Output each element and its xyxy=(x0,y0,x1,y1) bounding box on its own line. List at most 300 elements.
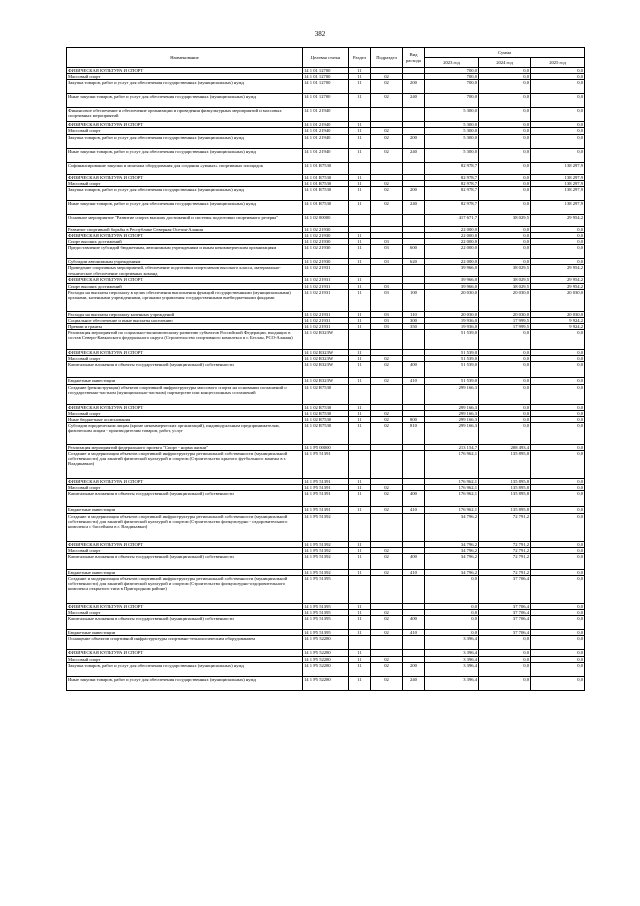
row-sum-2025: 0,0 xyxy=(531,485,585,491)
row-name: Массовый спорт xyxy=(67,547,303,553)
row-target-article: 14 1 01 21940 xyxy=(303,128,349,134)
row-sum-2025: 29 954,2 xyxy=(531,265,585,277)
row-sum-2024: 0,0 xyxy=(479,174,531,180)
header-year-2024: 2024 год xyxy=(479,58,531,68)
row-name: ФИЗИЧЕСКАЯ КУЛЬТУРА И СПОРТ xyxy=(67,232,303,238)
row-target-article: 14 1 01 12700 xyxy=(303,68,349,74)
row-target-article: 14 1 P5 51391 xyxy=(303,507,349,513)
row-sum-2024: 0,0 xyxy=(479,68,531,74)
table-row xyxy=(67,80,585,94)
row-subsection: 03 xyxy=(371,259,403,265)
row-sum-2025: 0,0 xyxy=(531,553,585,569)
row-expense-type xyxy=(403,575,425,603)
row-sum-2024: 0,0 xyxy=(479,662,531,676)
row-subsection xyxy=(371,265,403,277)
row-sum-2023: 176 962,1 xyxy=(425,479,479,485)
row-sum-2023: 3 396,4 xyxy=(425,676,479,690)
row-target-article: 14 1 02 21930 xyxy=(303,245,349,259)
row-section: 11 xyxy=(349,547,371,553)
row-target-article: 14 1 P5 51391 xyxy=(303,479,349,485)
row-sum-2025: 0,0 xyxy=(531,362,585,378)
row-section: 11 xyxy=(349,259,371,265)
row-target-article: 14 1 P5 51392 xyxy=(303,553,349,569)
row-name: Оснащение объектов спортивной инфраструктуры спортивно-технологическим оборудованием xyxy=(67,636,303,650)
row-sum-2025: 20 030,0 xyxy=(531,289,585,311)
row-sum-2023: 22 000,0 xyxy=(425,226,479,232)
row-sum-2023: 39 966,0 xyxy=(425,277,479,283)
row-sum-2023: 0,0 xyxy=(425,575,479,603)
row-target-article: 14 1 02 21931 xyxy=(303,323,349,329)
row-section: 11 xyxy=(349,662,371,676)
row-sum-2024: 0,0 xyxy=(479,134,531,148)
row-target-article: 14 1 P5 51391 xyxy=(303,491,349,507)
row-target-article: 14 1 02 21931 xyxy=(303,289,349,311)
row-sum-2023: 700,0 xyxy=(425,94,479,108)
row-target-article: 14 1 01 R7530 xyxy=(303,200,349,214)
row-sum-2023: 19 936,0 xyxy=(425,323,479,329)
row-expense-type: 200 xyxy=(403,80,425,94)
row-sum-2023: 34 796,2 xyxy=(425,547,479,553)
row-target-article: 14 1 P5 52280 xyxy=(303,676,349,690)
row-subsection: 02 xyxy=(371,378,403,384)
row-subsection xyxy=(371,636,403,650)
table-row xyxy=(67,108,585,122)
row-sum-2025: 0,0 xyxy=(531,513,585,541)
row-section: 11 xyxy=(349,122,371,128)
row-name: Бюджетные инвестиции xyxy=(67,378,303,384)
row-expense-type: 240 xyxy=(403,148,425,162)
row-target-article: 14 1 01 R7530 xyxy=(303,174,349,180)
row-target-article: 14 1 P5 52280 xyxy=(303,650,349,656)
row-section: 11 xyxy=(349,569,371,575)
row-sum-2023: 299 166,3 xyxy=(425,404,479,410)
row-subsection: 02 xyxy=(371,676,403,690)
row-section: 11 xyxy=(349,356,371,362)
row-section: 11 xyxy=(349,630,371,636)
row-target-article: 14 1 P5 51392 xyxy=(303,541,349,547)
row-section: 11 xyxy=(349,656,371,662)
table-row xyxy=(67,662,585,676)
row-sum-2025: 0,0 xyxy=(531,451,585,479)
row-sum-2025: 0,0 xyxy=(531,148,585,162)
row-name: Массовый спорт xyxy=(67,180,303,186)
row-subsection: 02 xyxy=(371,491,403,507)
row-target-article: 14 1 P5 51395 xyxy=(303,575,349,603)
row-sum-2024: 38 029,5 xyxy=(479,214,531,226)
row-sum-2025: 138 297,9 xyxy=(531,162,585,174)
row-sum-2023: 34 796,2 xyxy=(425,541,479,547)
table-row xyxy=(67,575,585,603)
row-section: 11 xyxy=(349,186,371,200)
row-sum-2023: 82 978,7 xyxy=(425,186,479,200)
row-subsection: 03 xyxy=(371,311,403,317)
row-target-article: 14 1 01 R7530 xyxy=(303,180,349,186)
row-name: Закупка товаров, работ и услуг для обеспечения государственных (муниципальных) нужд xyxy=(67,80,303,94)
row-sum-2023: 417 671,7 xyxy=(425,214,479,226)
row-target-article: 14 1 02 21931 xyxy=(303,311,349,317)
row-target-article: 14 1 01 21940 xyxy=(303,122,349,128)
row-expense-type: 200 xyxy=(403,662,425,676)
row-section xyxy=(349,330,371,350)
row-expense-type: 240 xyxy=(403,200,425,214)
row-expense-type xyxy=(403,513,425,541)
table-row xyxy=(67,200,585,214)
row-sum-2025: 0,0 xyxy=(531,94,585,108)
row-sum-2025: 0,0 xyxy=(531,479,585,485)
row-sum-2023: 3 396,4 xyxy=(425,636,479,650)
row-target-article: 14 1 02 21930 xyxy=(303,226,349,232)
row-sum-2025: 0,0 xyxy=(531,378,585,384)
row-sum-2024: 0,0 xyxy=(479,356,531,362)
row-sum-2025: 0,0 xyxy=(531,245,585,259)
row-subsection: 02 xyxy=(371,656,403,662)
row-section: 11 xyxy=(349,507,371,513)
row-target-article: 14 1 02 R7530 xyxy=(303,384,349,404)
row-sum-2024: 0,0 xyxy=(479,122,531,128)
row-section: 11 xyxy=(349,174,371,180)
row-sum-2025: 29 954,2 xyxy=(531,214,585,226)
row-sum-2024: 135 895,8 xyxy=(479,485,531,491)
row-sum-2025: 29 954,2 xyxy=(531,277,585,283)
row-sum-2023: 5 300,0 xyxy=(425,122,479,128)
row-sum-2023: 39 966,0 xyxy=(425,283,479,289)
row-subsection: 03 xyxy=(371,323,403,329)
row-expense-type: 410 xyxy=(403,507,425,513)
row-subsection: 02 xyxy=(371,547,403,553)
row-sum-2024: 0,0 xyxy=(479,245,531,259)
row-name: Предоставление субсидий бюджетным, автономным учреждениям и иным некоммерческим организациям xyxy=(67,245,303,259)
row-expense-type: 600 xyxy=(403,245,425,259)
row-sum-2024: 0,0 xyxy=(479,180,531,186)
table-header xyxy=(67,48,585,68)
row-name: Капитальные вложения в объекты государственной (муниципальной) собственности xyxy=(67,491,303,507)
row-name: ФИЗИЧЕСКАЯ КУЛЬТУРА И СПОРТ xyxy=(67,479,303,485)
row-expense-type: 410 xyxy=(403,630,425,636)
table-row xyxy=(67,362,585,378)
row-expense-type: 300 xyxy=(403,317,425,323)
row-sum-2023: 39 966,0 xyxy=(425,265,479,277)
table-row xyxy=(67,676,585,690)
row-subsection: 02 xyxy=(371,356,403,362)
row-expense-type xyxy=(403,108,425,122)
row-subsection: 02 xyxy=(371,128,403,134)
row-name: Создание и модернизация объектов спортивной инфраструктуры региональной собственности (муниципальной собственности) для занятий физической культурой и спортом (Строительство крытого футбольного манежа в г. Владикавказ) xyxy=(67,451,303,479)
row-sum-2023: 51 539,0 xyxy=(425,378,479,384)
row-sum-2023: 0,0 xyxy=(425,616,479,630)
row-target-article: 14 1 02 R323W xyxy=(303,350,349,356)
header-subsection: Подраздел xyxy=(371,48,403,68)
row-sum-2025: 0,0 xyxy=(531,108,585,122)
row-name: Массовый спорт xyxy=(67,656,303,662)
row-expense-type: 400 xyxy=(403,491,425,507)
row-sum-2023: 22 000,0 xyxy=(425,245,479,259)
row-target-article: 14 1 02 21931 xyxy=(303,317,349,323)
row-section: 11 xyxy=(349,80,371,94)
row-name: Проведение спортивных мероприятий, обеспечение подготовки спортсменов высокого класса, материально-техническое обеспечение спортивных команд xyxy=(67,265,303,277)
row-name: Спорт высших достижений xyxy=(67,239,303,245)
row-sum-2023: 176 962,1 xyxy=(425,485,479,491)
row-sum-2023: 82 978,7 xyxy=(425,162,479,174)
row-sum-2025: 0,0 xyxy=(531,569,585,575)
row-name: Финансовое обеспечение и обеспечение организации и проведения физкультурных мероприятий и массовых спортивных мероприятий xyxy=(67,108,303,122)
row-sum-2023: 700,0 xyxy=(425,74,479,80)
row-sum-2025: 9 924,2 xyxy=(531,317,585,323)
row-target-article: 14 1 02 21931 xyxy=(303,283,349,289)
row-subsection xyxy=(371,384,403,404)
row-subsection: 02 xyxy=(371,485,403,491)
table-row xyxy=(67,214,585,226)
row-section xyxy=(349,162,371,174)
row-section: 11 xyxy=(349,289,371,311)
row-target-article: 14 1 P5 00000 xyxy=(303,444,349,450)
row-sum-2023: 0,0 xyxy=(425,603,479,609)
header-name: Наименование xyxy=(67,48,303,68)
row-expense-type: 110 xyxy=(403,311,425,317)
row-sum-2025: 0,0 xyxy=(531,636,585,650)
row-sum-2025: 0,0 xyxy=(531,422,585,444)
row-sum-2023: 0,0 xyxy=(425,630,479,636)
row-sum-2024: 0,0 xyxy=(479,74,531,80)
row-section xyxy=(349,636,371,650)
row-subsection: 02 xyxy=(371,610,403,616)
row-subsection: 02 xyxy=(371,616,403,630)
row-sum-2025: 0,0 xyxy=(531,330,585,350)
row-subsection xyxy=(371,330,403,350)
row-sum-2025: 0,0 xyxy=(531,610,585,616)
row-subsection: 02 xyxy=(371,422,403,444)
row-section: 11 xyxy=(349,422,371,444)
header-year-2025: 2025 год xyxy=(531,58,585,68)
row-sum-2025: 0,0 xyxy=(531,128,585,134)
row-sum-2024: 17 999,5 xyxy=(479,317,531,323)
row-target-article: 14 1 P5 51395 xyxy=(303,603,349,609)
row-sum-2024: 0,0 xyxy=(479,259,531,265)
row-section: 11 xyxy=(349,350,371,356)
row-name: Закупка товаров, работ и услуг для обеспечения государственных (муниципальных) нужд xyxy=(67,134,303,148)
table-row xyxy=(67,330,585,350)
row-name: ФИЗИЧЕСКАЯ КУЛЬТУРА И СПОРТ xyxy=(67,68,303,74)
row-sum-2024: 0,0 xyxy=(479,404,531,410)
row-sum-2023: 176 962,1 xyxy=(425,507,479,513)
row-name: Массовый спорт xyxy=(67,356,303,362)
row-target-article: 14 1 P5 51395 xyxy=(303,616,349,630)
row-sum-2023: 299 166,3 xyxy=(425,410,479,416)
row-name: Бюджетные инвестиции xyxy=(67,630,303,636)
row-target-article: 14 1 01 12700 xyxy=(303,74,349,80)
row-sum-2025: 0,0 xyxy=(531,404,585,410)
row-sum-2024: 208 493,4 xyxy=(479,444,531,450)
row-name: Закупка товаров, работ и услуг для обеспечения государственных (муниципальных) нужд xyxy=(67,186,303,200)
row-section: 11 xyxy=(349,317,371,323)
row-sum-2025: 9 924,2 xyxy=(531,323,585,329)
row-section: 11 xyxy=(349,485,371,491)
row-sum-2025: 138 297,9 xyxy=(531,180,585,186)
row-name: Реализация мероприятий федерального проекта "Спорт - норма жизни" xyxy=(67,444,303,450)
row-target-article: 14 1 02 21930 xyxy=(303,239,349,245)
row-sum-2023: 22 000,0 xyxy=(425,232,479,238)
row-sum-2023: 700,0 xyxy=(425,68,479,74)
row-target-article: 14 1 02 R7530 xyxy=(303,416,349,422)
row-section: 11 xyxy=(349,553,371,569)
row-sum-2025: 0,0 xyxy=(531,232,585,238)
row-sum-2024: 0,0 xyxy=(479,656,531,662)
row-target-article: 14 1 P5 52280 xyxy=(303,656,349,662)
row-sum-2025: 0,0 xyxy=(531,122,585,128)
row-section: 11 xyxy=(349,180,371,186)
table-row xyxy=(67,553,585,569)
row-section: 11 xyxy=(349,650,371,656)
row-target-article: 14 1 02 R323W xyxy=(303,356,349,362)
header-sum: Сумма xyxy=(425,48,585,58)
row-name: ФИЗИЧЕСКАЯ КУЛЬТУРА И СПОРТ xyxy=(67,650,303,656)
row-sum-2025: 0,0 xyxy=(531,239,585,245)
row-sum-2025: 0,0 xyxy=(531,410,585,416)
row-target-article: 14 1 P5 52280 xyxy=(303,636,349,650)
row-sum-2024: 38 029,5 xyxy=(479,283,531,289)
row-sum-2024: 72 791,2 xyxy=(479,553,531,569)
row-target-article: 14 1 01 R7530 xyxy=(303,162,349,174)
row-name: Основное мероприятие "Развитие спорта высших достижений и системы подготовки спортивного резерва" xyxy=(67,214,303,226)
row-section: 11 xyxy=(349,283,371,289)
row-target-article: 14 1 P5 51395 xyxy=(303,610,349,616)
row-subsection: 02 xyxy=(371,180,403,186)
row-sum-2025: 0,0 xyxy=(531,134,585,148)
row-sum-2024: 0,0 xyxy=(479,384,531,404)
row-sum-2023: 176 962,1 xyxy=(425,491,479,507)
row-subsection: 03 xyxy=(371,317,403,323)
table-row xyxy=(67,265,585,277)
row-sum-2023: 34 796,2 xyxy=(425,553,479,569)
row-name: Создание и модернизация объектов спортивной инфраструктуры региональной собственности (муниципальной собственности) для занятий физической культурой и спортом (Строительство физкультурно - оздоровительного комплекса с бассейном в г. Владикавказ) xyxy=(67,513,303,541)
row-target-article: 14 1 02 R7530 xyxy=(303,410,349,416)
row-sum-2023: 22 000,0 xyxy=(425,239,479,245)
row-expense-type: 400 xyxy=(403,362,425,378)
row-sum-2023: 20 030,0 xyxy=(425,289,479,311)
row-expense-type: 620 xyxy=(403,259,425,265)
row-sum-2024: 0,0 xyxy=(479,108,531,122)
table-row xyxy=(67,451,585,479)
row-section: 11 xyxy=(349,232,371,238)
row-sum-2023: 5 300,0 xyxy=(425,128,479,134)
row-name: Создание и модернизация объектов спортивной инфраструктуры региональной собственности (муниципальной собственности) для занятий физической культурой и спортом (Строительство физкультурно-оздоровительного комплекса открытого типа в Пригородном районе) xyxy=(67,575,303,603)
row-sum-2023: 299 166,3 xyxy=(425,384,479,404)
row-expense-type: 400 xyxy=(403,553,425,569)
row-sum-2024: 0,0 xyxy=(479,416,531,422)
row-target-article: 14 1 P5 51391 xyxy=(303,451,349,479)
row-target-article: 14 1 02 R7530 xyxy=(303,422,349,444)
table-row xyxy=(67,162,585,174)
row-name: Иные закупки товаров, работ и услуг для обеспечения государственных (муниципальных) нужд xyxy=(67,200,303,214)
row-section: 11 xyxy=(349,74,371,80)
row-expense-type: 810 xyxy=(403,422,425,444)
row-subsection: 03 xyxy=(371,245,403,259)
row-sum-2025: 0,0 xyxy=(531,356,585,362)
row-target-article: 14 1 02 00000 xyxy=(303,214,349,226)
row-sum-2025: 0,0 xyxy=(531,444,585,450)
row-expense-type xyxy=(403,384,425,404)
row-sum-2024: 37 706,4 xyxy=(479,603,531,609)
row-expense-type: 200 xyxy=(403,134,425,148)
row-subsection: 03 xyxy=(371,289,403,311)
row-name: ФИЗИЧЕСКАЯ КУЛЬТУРА И СПОРТ xyxy=(67,350,303,356)
table-body xyxy=(67,68,585,691)
row-sum-2023: 700,0 xyxy=(425,80,479,94)
row-sum-2025: 0,0 xyxy=(531,350,585,356)
row-target-article: 14 1 02 21931 xyxy=(303,265,349,277)
row-sum-2024: 0,0 xyxy=(479,378,531,384)
row-sum-2024: 0,0 xyxy=(479,226,531,232)
row-target-article: 14 1 02 21931 xyxy=(303,277,349,283)
row-target-article: 14 1 01 12700 xyxy=(303,80,349,94)
table-row xyxy=(67,148,585,162)
row-name: Реализация мероприятий по социально-экономическому развитию субъектов Российской Федерации, входящих в состав Северо-Кавказского федерального округа (Строительство спортивного комплекса в г. Беслан, РСО-Алания) xyxy=(67,330,303,350)
row-name: Субсидии юридическим лицам (кроме некоммерческих организаций), индивидуальным предпринимателям, физическим лицам - производителям товаров, работ, услуг xyxy=(67,422,303,444)
row-name: Капитальные вложения в объекты государственной (муниципальной) собственности xyxy=(67,553,303,569)
row-sum-2024: 0,0 xyxy=(479,650,531,656)
row-sum-2024: 0,0 xyxy=(479,362,531,378)
row-sum-2023: 82 978,7 xyxy=(425,200,479,214)
row-expense-type xyxy=(403,162,425,174)
row-name: Бюджетные инвестиции xyxy=(67,569,303,575)
row-name: Массовый спорт xyxy=(67,485,303,491)
row-sum-2025: 0,0 xyxy=(531,507,585,513)
table-row xyxy=(67,94,585,108)
row-sum-2023: 82 978,7 xyxy=(425,174,479,180)
row-subsection: 02 xyxy=(371,569,403,575)
row-sum-2024: 72 791,2 xyxy=(479,569,531,575)
row-section: 11 xyxy=(349,404,371,410)
row-subsection: 03 xyxy=(371,283,403,289)
row-sum-2025: 0,0 xyxy=(531,541,585,547)
row-sum-2024: 0,0 xyxy=(479,232,531,238)
row-sum-2024: 0,0 xyxy=(479,200,531,214)
row-name: Расходы на выплаты персоналу казенных учреждений xyxy=(67,311,303,317)
row-sum-2024: 17 999,5 xyxy=(479,323,531,329)
row-sum-2025: 0,0 xyxy=(531,656,585,662)
row-sum-2023: 5 300,0 xyxy=(425,148,479,162)
row-name: Создание (реконструкция) объектов спортивной инфраструктуры массового спорта на основании соглашений о государственно-частном (муниципально-частном) партнерстве или концессионных соглашений xyxy=(67,384,303,404)
row-name: ФИЗИЧЕСКАЯ КУЛЬТУРА И СПОРТ xyxy=(67,603,303,609)
row-subsection: 02 xyxy=(371,134,403,148)
row-section: 11 xyxy=(349,676,371,690)
row-sum-2025: 0,0 xyxy=(531,662,585,676)
row-name: ФИЗИЧЕСКАЯ КУЛЬТУРА И СПОРТ xyxy=(67,174,303,180)
table-row xyxy=(67,422,585,444)
row-sum-2024: 0,0 xyxy=(479,148,531,162)
row-target-article: 14 1 P5 51392 xyxy=(303,569,349,575)
row-subsection: 02 xyxy=(371,200,403,214)
row-sum-2025: 0,0 xyxy=(531,575,585,603)
row-expense-type xyxy=(403,330,425,350)
table-row xyxy=(67,134,585,148)
row-section xyxy=(349,265,371,277)
row-sum-2025: 0,0 xyxy=(531,384,585,404)
row-name: ФИЗИЧЕСКАЯ КУЛЬТУРА И СПОРТ xyxy=(67,277,303,283)
row-section: 11 xyxy=(349,68,371,74)
row-subsection: 02 xyxy=(371,362,403,378)
row-sum-2023: 20 030,0 xyxy=(425,311,479,317)
row-section xyxy=(349,384,371,404)
row-subsection xyxy=(371,451,403,479)
row-subsection xyxy=(371,162,403,174)
row-sum-2025: 0,0 xyxy=(531,603,585,609)
row-sum-2024: 0,0 xyxy=(479,239,531,245)
row-target-article: 14 1 P5 51392 xyxy=(303,513,349,541)
row-section: 11 xyxy=(349,416,371,422)
row-sum-2024: 37 706,4 xyxy=(479,575,531,603)
table-row xyxy=(67,491,585,507)
row-expense-type: 240 xyxy=(403,94,425,108)
